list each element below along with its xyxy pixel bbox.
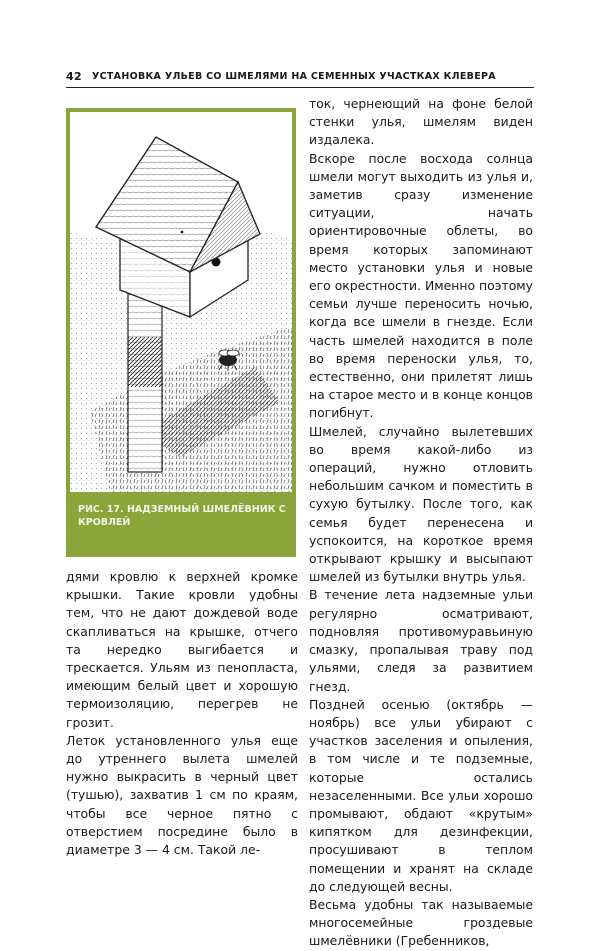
page-number: 42 [66, 70, 82, 83]
left-text-column [66, 568, 298, 859]
paragraph: В течение лета надземные ульи регулярно осматривают, подновляя противомуравьиную смазку, пропалывая траву под ульями, следя за развитием гнезд. [309, 587, 533, 694]
paragraph: Леток установленного улья еще до утреннего вылета шмелей нужно выкрасить в черный цвет (тушью), захватив 1 см по краям, чтобы все черное пятно с отверстием посредине было в диаметре 3 — 4 см. Такой ле- [66, 732, 298, 858]
paragraph: Вскоре после восхода солнца шмели могут выходить из улья и, заметив сразу изменение ситуации, начать ориентировочные облеты, во время которых запоминают место установки улья и новые его окрестности. Именно поэтому семьи лучше переносить ночью, когда все шмели в гнезде. Если часть шмелей находится в поле во время переноски улья, то, естественно, они прилетят лишь на старое место и в конце концов погибнут. [309, 150, 533, 421]
hive-drawing [70, 112, 292, 492]
running-title: УСТАНОВКА УЛЬЕВ СО ШМЕЛЯМИ НА СЕМЕННЫХ УЧАСТКАХ КЛЕВЕРА [92, 71, 496, 82]
paragraph: ток, чернеющий на фоне белой стенки улья, шмелям виден издалека. [309, 96, 533, 148]
figure-caption: РИС. 17. НАДЗЕМНЫЙ ШМЕЛЁВНИК С КРОВЛЕЙ [78, 504, 286, 528]
paragraph: Шмелей, случайно вылетевших во время какой-либо из операций, нужно отловить небольшим сачком и поместить в сухую бутылку. После того, как семья будет перенесена и успокоится, на короткое время открывают крышку и высыпают шмелей из бутылки внутрь улья. [309, 423, 533, 585]
paragraph: дями кровлю к верхней кромке крышки. Такие кровли удобны тем, что не дают дождевой воде скапливаться на крышке, отчего та нередко выгибается и трескается. Ульям из пенопласта, имеющим белый цвет и хорошую термоизоляцию, перегрев не грозит. [66, 569, 298, 730]
figure-17 [66, 108, 296, 557]
bumblebee-hive-illustration [70, 112, 292, 492]
running-header [66, 70, 534, 86]
header-rule [66, 87, 534, 88]
paragraph: Поздней осенью (октябрь — ноябрь) все ульи убирают с участков заселения и опыления, в том числе и те подземные, которые остались незаселенными. Все ульи хорошо промывают, обдают «крутым» кипятком для дезинфекции, просушивают в теплом помещении и хранят на складе до следующей весны. [309, 696, 533, 894]
right-text-column [309, 95, 533, 951]
paragraph: Весьма удобны так называемые многосемейные гроздевые шмелёвники (Гребенников, [309, 896, 533, 949]
